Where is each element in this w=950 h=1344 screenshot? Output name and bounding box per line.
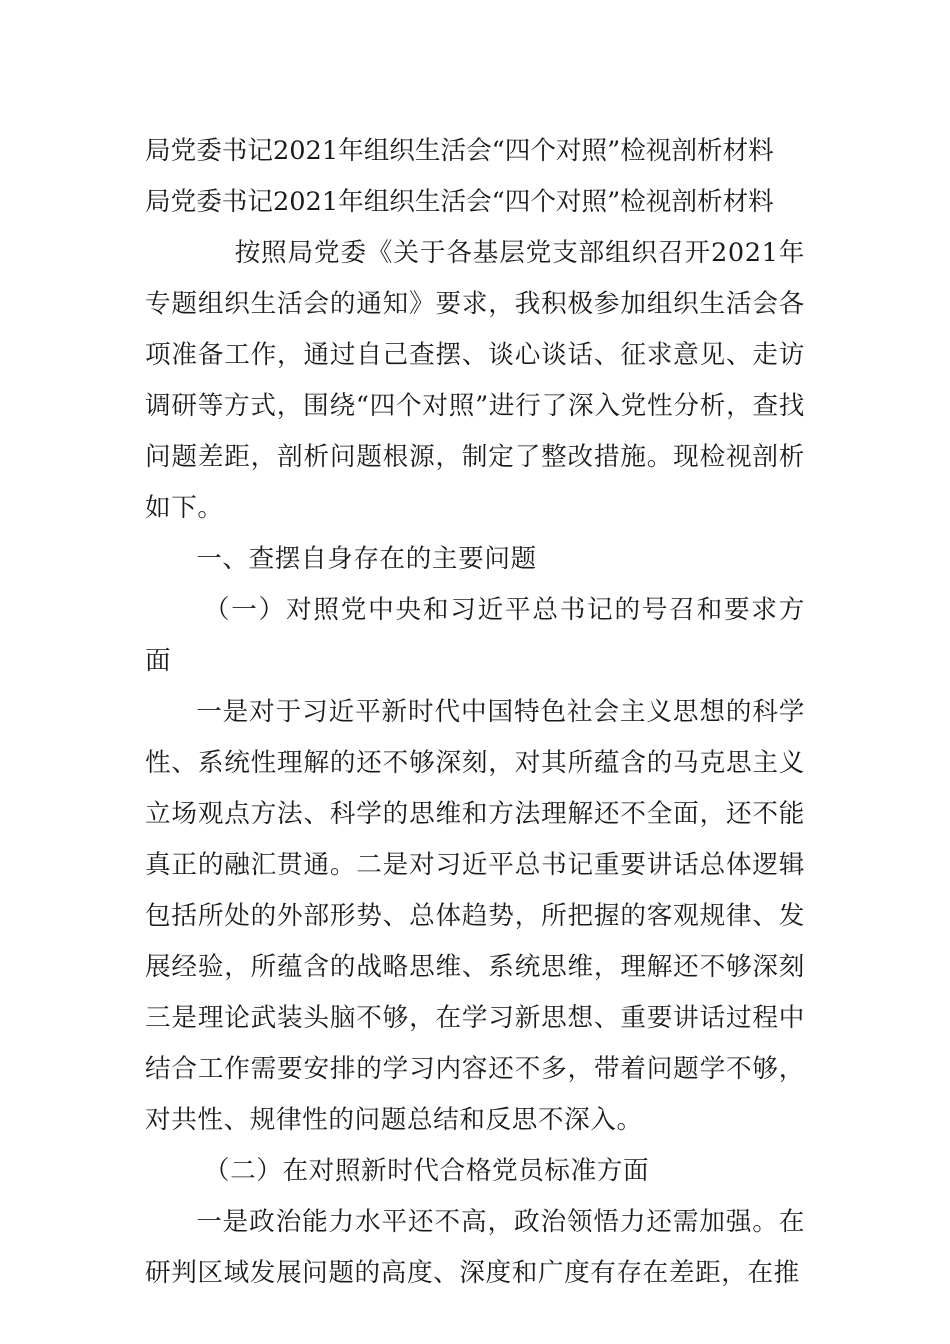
subsection-heading-2: （二）在对照新时代合格党员标准方面 — [203, 1156, 650, 1186]
body-paragraph-2: 一是政治能力水平还不高，政治领悟力还需加强。在研判区域发展问题的高度、深度和广度有存在差距，在推 — [145, 1207, 805, 1288]
subsection-heading-1: （一）对照党中央和习近平总书记的号召和要求方面 — [145, 595, 805, 676]
intro-paragraph: 按照局党委《关于各基层党支部组织召开2021年专题组织生活会的通知》要求，我积极参加组织生活会各项准备工作，通过自己查摆、谈心谈话、征求意见、走访调研等方式，围绕“四个对照”进行了深入党性分析，查找问题差距，剖析问题根源，制定了整改措施。现检视剖析如下。 — [145, 238, 805, 523]
document-body — [145, 126, 805, 1299]
document-title: 局党委书记2021年组织生活会“四个对照”检视剖析材料 — [145, 136, 774, 166]
section-heading-1: 一、查摆自身存在的主要问题 — [196, 544, 537, 574]
body-paragraph-1: 一是对于习近平新时代中国特色社会主义思想的科学性、系统性理解的还不够深刻，对其所蕴含的马克思主义立场观点方法、科学的思维和方法理解还不全面，还不能真正的融汇贯通。二是对习近平总书记重要讲话总体逻辑包括所处的外部形势、总体趋势，所把握的客观规律、发展经验，所蕴含的战略思维、系统思维，理解还不够深刻三是理论武装头脑不够，在学习新思想、重要讲话过程中结合工作需要安排的学习内容还不多，带着问题学不够，对共性、规律性的问题总结和反思不深入。 — [145, 697, 805, 1135]
document-title-repeat: 局党委书记2021年组织生活会“四个对照”检视剖析材料 — [145, 187, 774, 217]
